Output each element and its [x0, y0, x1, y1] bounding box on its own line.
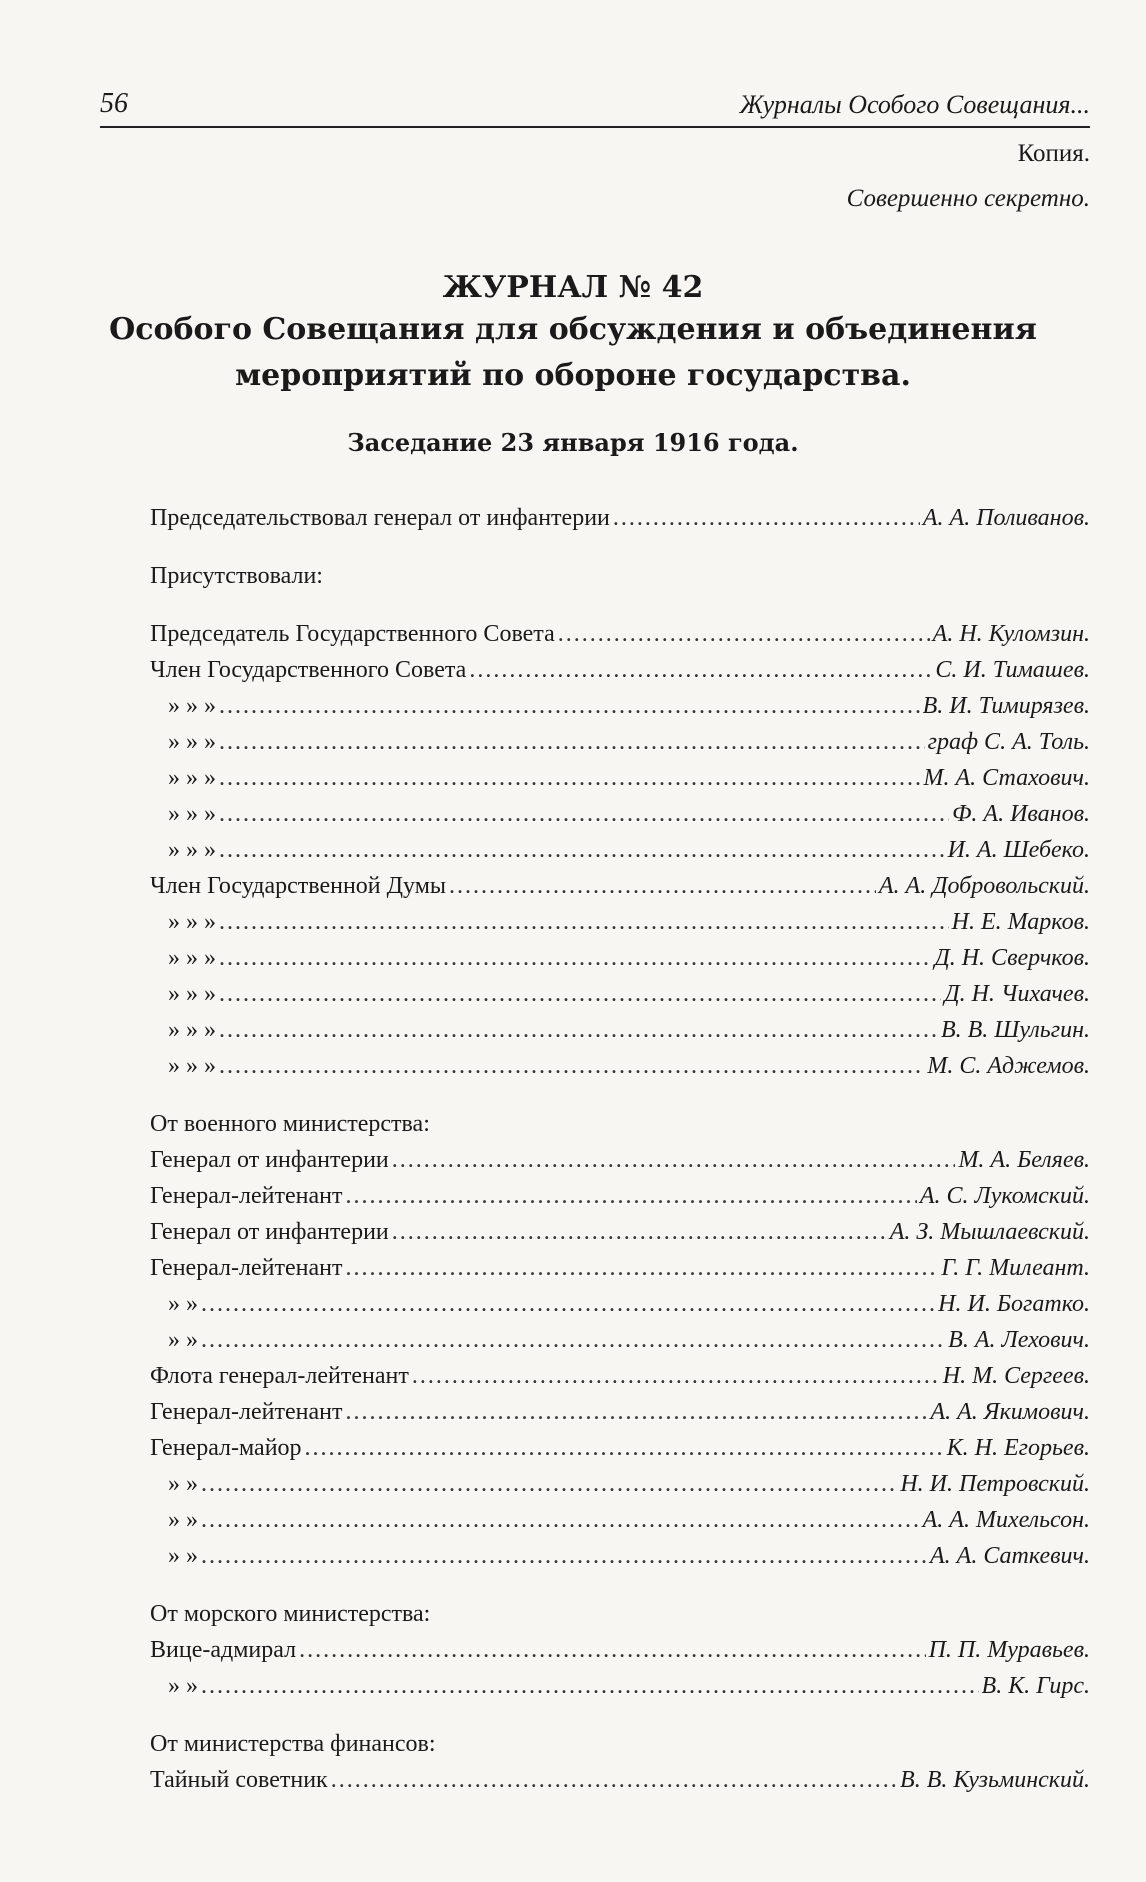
attendee-name: А. А. Якимович. [930, 1399, 1090, 1425]
attendee-name: Н. М. Сергеев. [942, 1363, 1090, 1389]
attendee-row [150, 1183, 1090, 1219]
attendee-row [150, 1399, 1090, 1435]
attendee-row [150, 1327, 1090, 1363]
leader-dots [219, 1053, 924, 1080]
attendee-name: С. И. Тимашев. [935, 657, 1090, 683]
attendee-row [150, 1017, 1090, 1053]
attendee-rank: Председатель Государственного Совета [150, 621, 555, 647]
attendee-row [150, 729, 1090, 765]
navy-heading: От морского министерства: [150, 1601, 431, 1627]
attendee-rank: Генерал-лейтенант [150, 1399, 343, 1425]
leader-dots [219, 909, 949, 936]
attendee-rank: Генерал от инфантерии [150, 1219, 389, 1245]
present-heading: Присутствовали: [150, 563, 323, 589]
attendee-name: В. К. Гирс. [981, 1673, 1090, 1699]
leader-dots [305, 1435, 944, 1462]
attendee-rank: Тайный советник [150, 1767, 328, 1793]
running-title: Журналы Особого Совещания... [739, 90, 1090, 119]
attendee-row [150, 1255, 1090, 1291]
leader-dots [331, 1767, 897, 1794]
copy-mark: Копия. [1017, 140, 1090, 167]
leader-dots [392, 1219, 887, 1246]
attendee-name: М. А. Беляев. [958, 1147, 1090, 1173]
attendee-rank: » » [168, 1543, 198, 1569]
leader-dots [219, 837, 945, 864]
attendee-list [150, 505, 1090, 1803]
attendee-rank: Генерал-майор [150, 1435, 302, 1461]
leader-dots [201, 1327, 945, 1354]
leader-dots [412, 1363, 940, 1390]
attendee-rank: Член Государственного Совета [150, 657, 467, 683]
attendee-row [150, 837, 1090, 873]
attendee-name: А. Н. Куломзин. [932, 621, 1090, 647]
attendee-name: Д. Н. Чихачев. [944, 981, 1090, 1007]
attendee-name: А. З. Мышлаевский. [889, 1219, 1090, 1245]
leader-dots [345, 1399, 927, 1426]
attendee-rank: Генерал-лейтенант [150, 1183, 343, 1209]
attendee-name: М. А. Стахович. [923, 765, 1090, 791]
leader-dots [219, 981, 941, 1008]
leader-dots [219, 1017, 938, 1044]
chair-name: А. А. Поливанов. [922, 505, 1090, 531]
leader-dots [201, 1673, 979, 1700]
spacer [150, 599, 1090, 621]
attendee-rank: » » » [168, 909, 216, 935]
leader-dots [219, 729, 925, 756]
journal-subtitle-line2: мероприятий по обороне государства. [235, 358, 911, 393]
attendee-row [150, 1543, 1090, 1579]
chair-label: Председательствовал генерал от инфантерии [150, 505, 610, 531]
attendee-row [150, 873, 1090, 909]
attendee-row [150, 945, 1090, 981]
attendee-rank: » » [168, 1471, 198, 1497]
leader-dots [345, 1183, 916, 1210]
attendee-name: Н. Е. Марков. [951, 909, 1090, 935]
attendee-rank: » » [168, 1327, 198, 1353]
attendee-row [150, 1673, 1090, 1709]
attendee-name: В. А. Лехович. [948, 1327, 1090, 1353]
chair-row [150, 505, 1090, 541]
attendee-row [150, 1507, 1090, 1543]
leader-dots [201, 1543, 927, 1570]
finance-heading: От министерства финансов: [150, 1731, 436, 1757]
attendee-rank: » » » [168, 1053, 216, 1079]
session-date: Заседание 23 января 1916 года. [347, 428, 799, 457]
attendee-rank: Генерал-лейтенант [150, 1255, 343, 1281]
attendee-row [150, 693, 1090, 729]
attendee-name: А. А. Добровольский. [878, 873, 1090, 899]
leader-dots [201, 1507, 920, 1534]
attendee-row [150, 1435, 1090, 1471]
attendee-name: М. С. Аджемов. [927, 1053, 1090, 1079]
attendee-rank: Вице-адмирал [150, 1637, 297, 1663]
attendee-row [150, 765, 1090, 801]
leader-dots [613, 505, 920, 532]
attendee-name: И. А. Шебеко. [947, 837, 1090, 863]
leader-dots [219, 765, 920, 792]
leader-dots [219, 801, 949, 828]
finance-group [150, 1767, 1090, 1803]
attendee-row [150, 1053, 1090, 1089]
navy-group [150, 1637, 1090, 1709]
attendee-row [150, 1219, 1090, 1255]
attendee-name: Н. И. Богатко. [938, 1291, 1090, 1317]
journal-title: ЖУРНАЛ № 42 [442, 270, 704, 305]
leader-dots [201, 1291, 935, 1318]
attendee-row [150, 1767, 1090, 1803]
attendee-rank: » » [168, 1291, 198, 1317]
present-group [150, 621, 1090, 1089]
leader-dots [345, 1255, 938, 1282]
attendee-row [150, 909, 1090, 945]
attendee-name: В. В. Кузьминский. [900, 1767, 1090, 1793]
page-number: 56 [100, 88, 128, 119]
attendee-rank: » » » [168, 801, 216, 827]
attendee-name: П. П. Муравьев. [928, 1637, 1090, 1663]
attendee-rank: » » [168, 1507, 198, 1533]
journal-subtitle-line1: Особого Совещания для обсуждения и объединения [109, 312, 1037, 347]
attendee-row [150, 801, 1090, 837]
attendee-row [150, 1147, 1090, 1183]
attendee-row [150, 1471, 1090, 1507]
attendee-name: граф С. А. Толь. [927, 729, 1090, 755]
attendee-name: Г. Г. Милеант. [941, 1255, 1090, 1281]
attendee-row [150, 981, 1090, 1017]
attendee-row [150, 1291, 1090, 1327]
war-group [150, 1147, 1090, 1579]
attendee-row [150, 657, 1090, 693]
attendee-name: А. А. Саткевич. [930, 1543, 1090, 1569]
leader-dots [469, 657, 932, 684]
attendee-row [150, 1363, 1090, 1399]
leader-dots [558, 621, 930, 648]
attendee-rank: » » » [168, 1017, 216, 1043]
running-header [100, 70, 1090, 128]
attendee-name: В. И. Тимирязев. [922, 693, 1090, 719]
leader-dots [392, 1147, 956, 1174]
attendee-rank: Генерал от инфантерии [150, 1147, 389, 1173]
secret-mark: Совершенно секретно. [846, 185, 1090, 212]
attendee-rank: Флота генерал-лейтенант [150, 1363, 409, 1389]
attendee-name: Ф. А. Иванов. [952, 801, 1090, 827]
attendee-name: Н. И. Петровский. [900, 1471, 1090, 1497]
attendee-rank: » » » [168, 765, 216, 791]
attendee-row [150, 621, 1090, 657]
leader-dots [219, 693, 920, 720]
attendee-name: А. А. Михельсон. [922, 1507, 1090, 1533]
leader-dots [201, 1471, 897, 1498]
attendee-name: Д. Н. Сверчков. [934, 945, 1090, 971]
attendee-name: К. Н. Егорьев. [946, 1435, 1090, 1461]
leader-dots [449, 873, 876, 900]
attendee-rank: » » » [168, 945, 216, 971]
attendee-rank: Член Государственной Думы [150, 873, 447, 899]
attendee-row [150, 1637, 1090, 1673]
attendee-rank: » » » [168, 837, 216, 863]
war-heading: От военного министерства: [150, 1111, 430, 1137]
attendee-rank: » » [168, 1673, 198, 1699]
attendee-name: В. В. Шульгин. [940, 1017, 1090, 1043]
leader-dots [219, 945, 931, 972]
attendee-name: А. С. Лукомский. [919, 1183, 1090, 1209]
leader-dots [299, 1637, 926, 1664]
attendee-rank: » » » [168, 729, 216, 755]
attendee-rank: » » » [168, 981, 216, 1007]
attendee-rank: » » » [168, 693, 216, 719]
